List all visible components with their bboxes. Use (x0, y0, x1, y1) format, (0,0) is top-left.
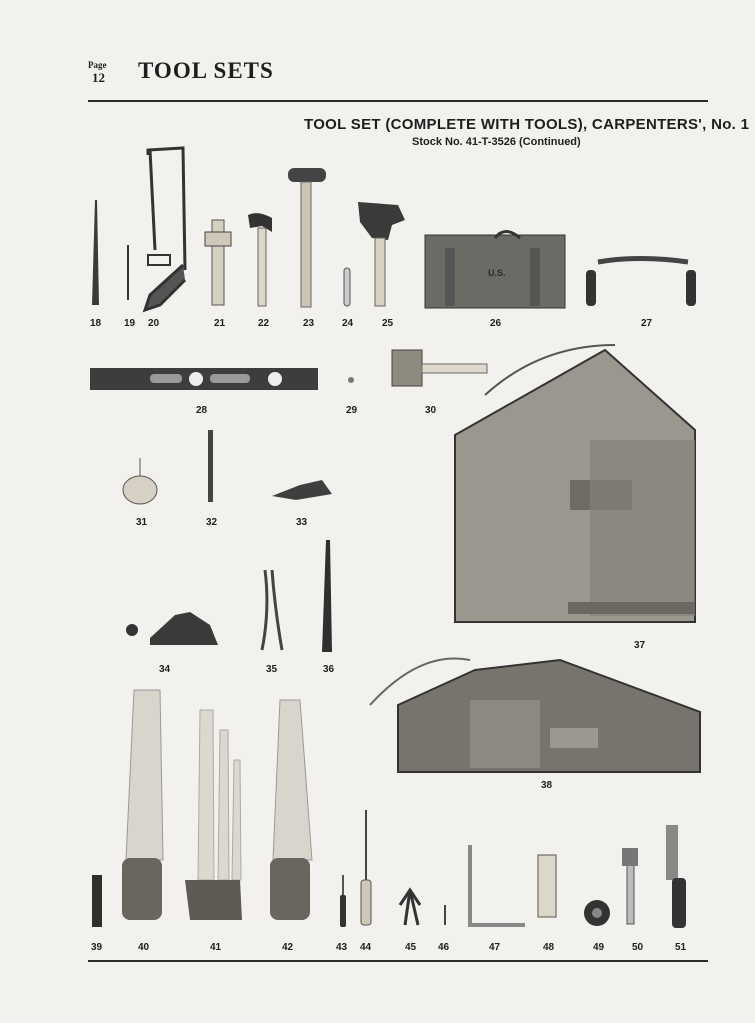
item-number: 26 (490, 318, 502, 329)
item-number: 48 (543, 942, 555, 953)
block-plane-illustration (272, 480, 332, 500)
item-number: 49 (593, 942, 605, 953)
item-number: 44 (360, 942, 372, 953)
item-number: 35 (266, 664, 278, 675)
stock-number: Stock No. 41-T-3526 (Continued) (412, 136, 581, 148)
item-number: 27 (641, 318, 653, 329)
item-number: 39 (91, 942, 103, 953)
item-number: 31 (136, 517, 148, 528)
drawknife-illustration (586, 259, 696, 307)
item-number: 43 (336, 942, 348, 953)
item-number: 28 (196, 405, 208, 416)
plumb-bob-illustration (123, 458, 157, 504)
compass-saw-illustration (185, 710, 242, 920)
claw-hammer-illustration (248, 213, 272, 306)
item-number: 30 (425, 405, 437, 416)
item-number: 19 (124, 318, 136, 329)
tape-measure-illustration (584, 900, 610, 926)
large-screwdriver-illustration (361, 810, 371, 925)
marking-gauge-illustration (205, 220, 231, 305)
ball-peen-hammer-illustration (288, 168, 326, 307)
item-number: 18 (90, 318, 102, 329)
item-number: 46 (438, 942, 450, 953)
nippers-illustration (400, 890, 420, 925)
pipe-wrench-illustration (666, 825, 686, 928)
try-square-illustration (470, 845, 525, 925)
item-number: 45 (405, 942, 417, 953)
item-number: 36 (323, 664, 335, 675)
item-number: 20 (148, 318, 160, 329)
item-number: 24 (342, 318, 354, 329)
item-number: 34 (159, 664, 171, 675)
item-number: 32 (206, 517, 218, 528)
hacksaw-illustration (145, 148, 185, 310)
page-number-label: Page (88, 60, 107, 70)
adjustable-wrench-illustration (622, 848, 638, 924)
level-illustration (90, 368, 318, 390)
jack-plane-illustration (126, 612, 218, 645)
item-number: 42 (282, 942, 294, 953)
item-number: 47 (489, 942, 501, 953)
carry-bag-illustration (370, 658, 700, 772)
item-number: 25 (382, 318, 394, 329)
item-number: 50 (632, 942, 644, 953)
item-number: 41 (210, 942, 222, 953)
bag-marking: U.S. (488, 268, 506, 278)
item-number: 38 (541, 780, 553, 791)
tool-set-title: TOOL SET (COMPLETE WITH TOOLS), CARPENTERS', No. 1 (304, 116, 750, 133)
hatchet-illustration (358, 202, 405, 306)
item-number: 22 (258, 318, 270, 329)
hand-saw-illustration (122, 690, 163, 920)
small-part-illustration (348, 377, 354, 383)
rip-saw-illustration (270, 700, 312, 920)
item-number: 29 (346, 405, 358, 416)
page-title: TOOL SETS (138, 58, 274, 83)
item-number: 40 (138, 942, 150, 953)
nail-set-illustration (344, 268, 350, 306)
item-number: 51 (675, 942, 687, 953)
tool-roll-illustration (455, 345, 695, 622)
chisel-set-illustration (92, 875, 102, 927)
page-number: 12 (92, 70, 105, 85)
item-number: 37 (634, 640, 646, 651)
small-screwdriver-illustration (340, 875, 346, 927)
rasp-illustration (322, 540, 332, 652)
file-illustration (92, 200, 99, 305)
folding-rule-illustration (538, 855, 556, 917)
pliers-illustration (262, 570, 282, 650)
item-number: 21 (214, 318, 226, 329)
item-number: 33 (296, 517, 308, 528)
rod-illustration (208, 430, 213, 502)
mallet-illustration (392, 350, 487, 386)
footer-rule (88, 960, 708, 962)
item-number: 23 (303, 318, 315, 329)
